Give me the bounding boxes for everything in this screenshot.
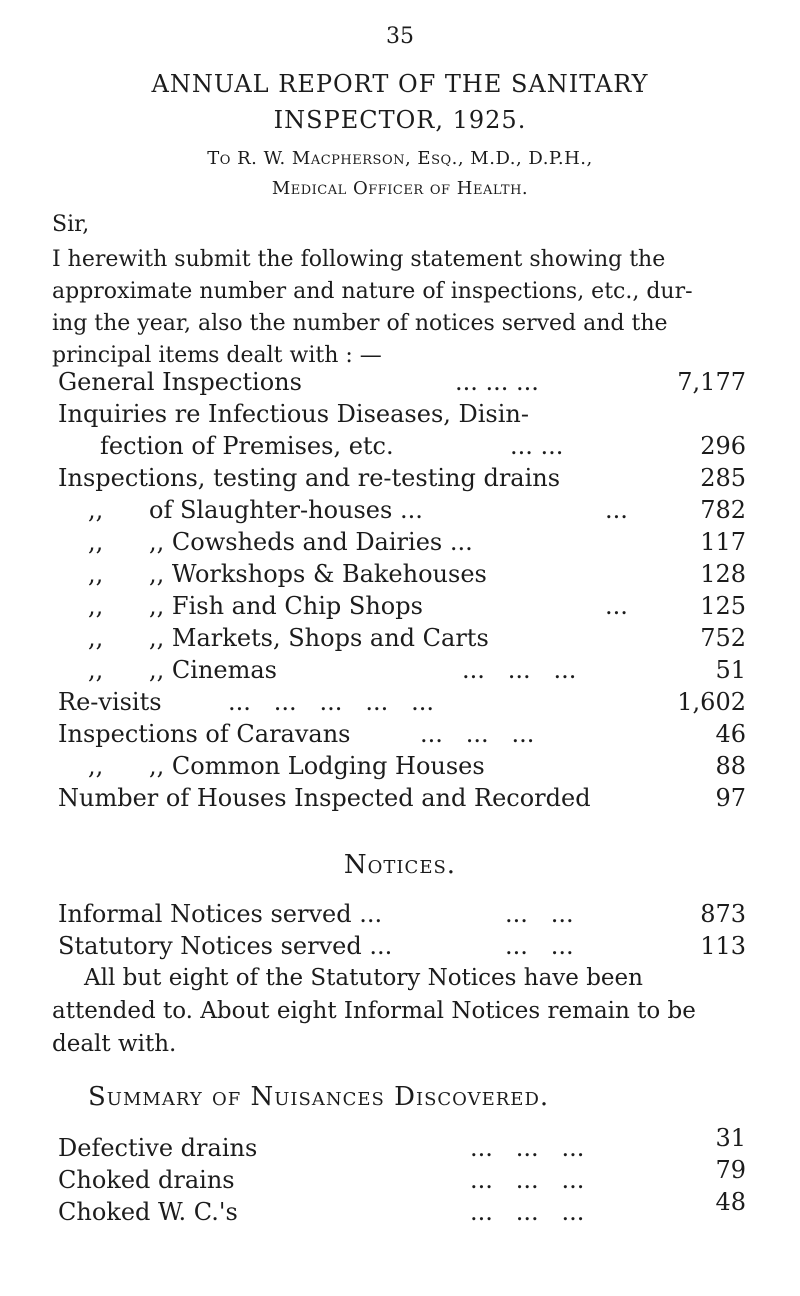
nuisance-label: Defective drains (58, 1134, 258, 1162)
notices-heading: Notices. (343, 850, 457, 880)
inspection-leader: ... ... ... (455, 368, 539, 396)
nuisance-value: 79 (715, 1156, 746, 1184)
inspection-value: 285 (700, 464, 746, 492)
notice-leader: ... ... (505, 900, 574, 928)
inspection-leader: ... ... ... (420, 720, 535, 748)
inspection-label: Inquiries re Infectious Diseases, Disin- (58, 400, 529, 428)
notices-paragraph (52, 962, 696, 1061)
notice-value: 873 (700, 900, 746, 928)
inspection-label: Inspections of Caravans (58, 720, 351, 748)
nuisance-leader: ... ... ... (470, 1134, 585, 1162)
notices-line: All but eight of the Statutory Notices have been (84, 965, 643, 991)
inspection-label: ,, ,, Markets, Shops and Carts (88, 624, 489, 652)
inspection-label: General Inspections (58, 368, 302, 396)
inspection-leader: ... ... ... (462, 656, 577, 684)
inspection-label: ,, ,, Cowsheds and Dairies ... (88, 528, 473, 556)
nuisance-leader: ... ... ... (470, 1166, 585, 1194)
notice-label: Statutory Notices served ... (58, 932, 393, 960)
inspection-value: 296 (700, 432, 746, 460)
inspection-label: ,, of Slaughter-houses ... (88, 496, 423, 524)
intro-line: approximate number and nature of inspections, etc., dur- (52, 279, 693, 304)
notice-value: 113 (700, 932, 746, 960)
inspection-label: ,, ,, Cinemas (88, 656, 277, 684)
inspection-value: 125 (700, 592, 746, 620)
inspection-value: 51 (715, 656, 746, 684)
inspection-label: Number of Houses Inspected and Recorded (58, 784, 591, 812)
inspection-leader: ... ... ... ... ... (228, 688, 434, 716)
intro-paragraph (52, 244, 693, 372)
inspection-value: 97 (715, 784, 746, 812)
report-title-line-2: INSPECTOR, 1925. (273, 106, 527, 134)
nuisance-value: 48 (715, 1188, 746, 1216)
intro-line: I herewith submit the following statement showing the (52, 247, 666, 272)
inspection-label: fection of Premises, etc. (100, 432, 394, 460)
nuisance-value: 31 (715, 1124, 746, 1152)
inspection-label: Inspections, testing and re-testing drains (58, 464, 561, 492)
salutation: Sir, (52, 212, 90, 237)
inspection-value: 88 (715, 752, 746, 780)
inspection-leader: ... ... (510, 432, 564, 460)
nuisance-label: Choked drains (58, 1166, 235, 1194)
inspection-value: 46 (715, 720, 746, 748)
inspection-label: ,, ,, Workshops & Bakehouses (88, 560, 487, 588)
inspection-label: Re-visits (58, 688, 162, 716)
inspection-leader: ... (605, 496, 628, 524)
inspection-value: 128 (700, 560, 746, 588)
notice-label: Informal Notices served ... (58, 900, 383, 928)
inspection-value: 752 (700, 624, 746, 652)
inspection-label: ,, ,, Common Lodging Houses (88, 752, 485, 780)
notices-line: dealt with. (52, 1031, 177, 1057)
nuisance-leader: ... ... ... (470, 1198, 585, 1226)
intro-line: principal items dealt with : — (52, 343, 382, 368)
addressee-line-2: Medical Officer of Health. (271, 178, 529, 199)
notice-leader: ... ... (505, 932, 574, 960)
notices-line: attended to. About eight Informal Notices remain to be (52, 998, 696, 1024)
inspection-value: 782 (700, 496, 746, 524)
page-number: 35 (386, 24, 414, 49)
nuisance-label: Choked W. C.'s (58, 1198, 238, 1226)
inspection-value: 7,177 (677, 368, 746, 396)
inspection-label: ,, ,, Fish and Chip Shops (88, 592, 423, 620)
inspection-value: 1,602 (677, 688, 746, 716)
addressee-line-1: To R. W. Macpherson, Esq., M.D., D.P.H., (207, 148, 593, 169)
intro-line: ing the year, also the number of notices served and the (52, 311, 668, 336)
nuisances-heading: Summary of Nuisances Discovered. (88, 1082, 550, 1112)
report-title-line-1: ANNUAL REPORT OF THE SANITARY (151, 70, 649, 98)
inspection-value: 117 (700, 528, 746, 556)
inspection-leader: ... (605, 592, 628, 620)
